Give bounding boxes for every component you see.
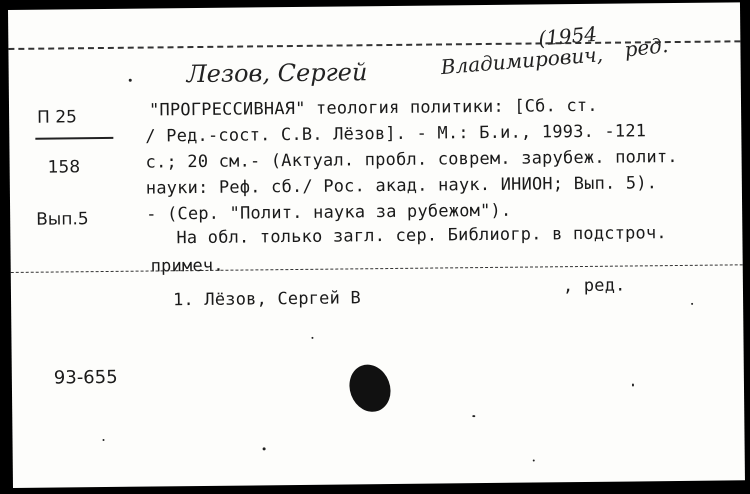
body-line-2: / Ред.-сост. С.В. Лёзов]. - М.: Б.и., 1993. -121: [145, 121, 647, 147]
speck: [533, 460, 535, 462]
handwritten-patronymic: Владимирович,: [439, 42, 604, 80]
speck: [102, 439, 104, 441]
handwritten-name: Лезов, Сергей: [186, 58, 368, 89]
call-number-bottom: Вып.5: [36, 209, 89, 230]
body-line-6: На обл. только загл. сер. Библиогр. в подстроч.: [176, 223, 667, 249]
punch-hole: [343, 359, 397, 418]
body-line-3: с.; 20 см.- (Актуал. пробл. соврем. зарубеж. полит.: [145, 146, 678, 173]
call-number-rule: [35, 137, 113, 140]
call-number-middle: 158: [47, 157, 81, 178]
mid-rule: [11, 264, 743, 273]
speck: [691, 303, 693, 305]
speck: [311, 337, 313, 339]
accession-number: 93-655: [53, 366, 118, 389]
catalog-card: [8, 2, 745, 488]
call-number-top: П 25: [37, 107, 78, 128]
speck: [129, 79, 132, 82]
body-line-5: - (Сер. "Полит. наука за рубежом").: [146, 200, 512, 225]
speck: [263, 447, 266, 450]
handwritten-role: ред.: [623, 32, 670, 62]
body-line-4: науки: Реф. сб./ Рос. акад. наук. ИНИОН; Вып. 5).: [145, 173, 658, 199]
body-line-1: "ПРОГРЕССИВНАЯ" теология политики: [Сб. ст.: [148, 95, 598, 121]
speck: [472, 415, 475, 417]
body-line-7: примеч.: [150, 255, 224, 277]
speck: [632, 383, 634, 386]
handwritten-year: (1954: [537, 21, 598, 51]
added-entry: 1. Лёзов, Сергей В: [172, 288, 361, 311]
added-entry-role: , ред.: [562, 275, 626, 297]
